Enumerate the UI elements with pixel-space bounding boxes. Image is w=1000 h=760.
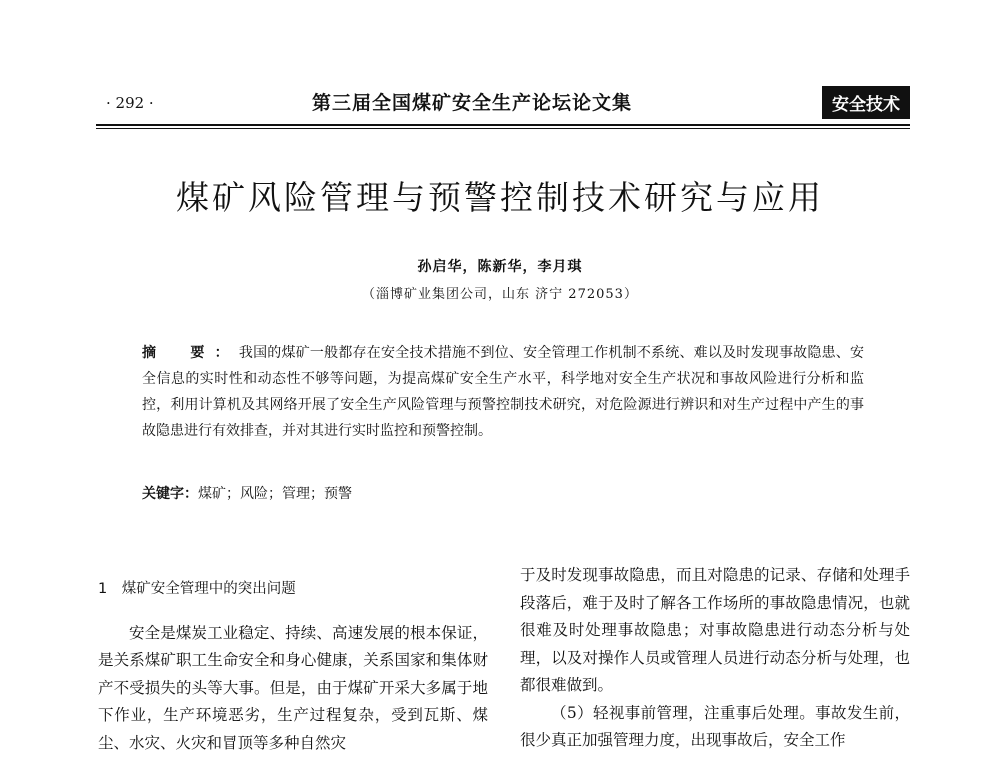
body-column-right bbox=[520, 562, 910, 755]
paper-title: 煤矿风险管理与预警控制技术研究与应用 bbox=[176, 178, 824, 217]
running-header bbox=[96, 86, 910, 120]
section-tag: 安全技术 bbox=[822, 86, 910, 119]
affiliation: （淄博矿业集团公司，山东 济宁 272053） bbox=[362, 287, 638, 302]
keywords-label: 关键字： bbox=[142, 486, 198, 502]
authors: 孙启华，陈新华，李月琪 bbox=[417, 259, 583, 275]
section-heading: 1 煤矿安全管理中的突出问题 bbox=[98, 581, 296, 597]
header-rule-thin bbox=[96, 128, 910, 129]
body-paragraph: 于及时发现事故隐患，而且对隐患的记录、存储和处理手段落后，难于及时了解各工作场所的事故隐患情况，也就很难及时处理事故隐患；对事故隐患进行动态分析与处理，以及对操作人员或管理人员进行动态分析与处理，也都很难做到。 bbox=[520, 566, 910, 694]
keywords-text: 煤矿；风险；管理；预警 bbox=[198, 486, 352, 502]
abstract-text: 我国的煤矿一般都存在安全技术措施不到位、安全管理工作机制不系统、难以及时发现事故隐患、安全信息的实时性和动态性不够等问题，为提高煤矿安全生产水平，科学地对安全生产状况和事故风险进行分析和监控，利用计算机及其网络开展了安全生产风险管理与预警控制技术研究，对危险源进行辨识和对生产过程中产生的事故隐患进行有效排查，并对其进行实时监控和预警控制。 bbox=[142, 345, 865, 439]
header-rule-thick bbox=[96, 124, 910, 126]
body-paragraph: 安全是煤炭工业稳定、持续、高速发展的根本保证，是关系煤矿职工生命安全和身心健康，关系国家和集体财产不受损失的头等大事。但是，由于煤矿开采大多属于地下作业，生产环境恶劣，生产过程复杂，受到瓦斯、煤尘、水灾、火灾和冒顶等多种自然灾 bbox=[98, 623, 488, 752]
abstract bbox=[142, 340, 864, 444]
journal-title: 第三届全国煤矿安全生产论坛论文集 bbox=[312, 92, 633, 114]
abstract-label: 摘 要： bbox=[142, 345, 239, 361]
keywords bbox=[142, 483, 864, 503]
page-number: · 292 · bbox=[106, 94, 154, 112]
body-paragraph: （5）轻视事前管理，注重事后处理。事故发生前，很少真正加强管理力度，出现事故后，安全工作 bbox=[520, 703, 910, 749]
body-column-left bbox=[98, 562, 488, 757]
